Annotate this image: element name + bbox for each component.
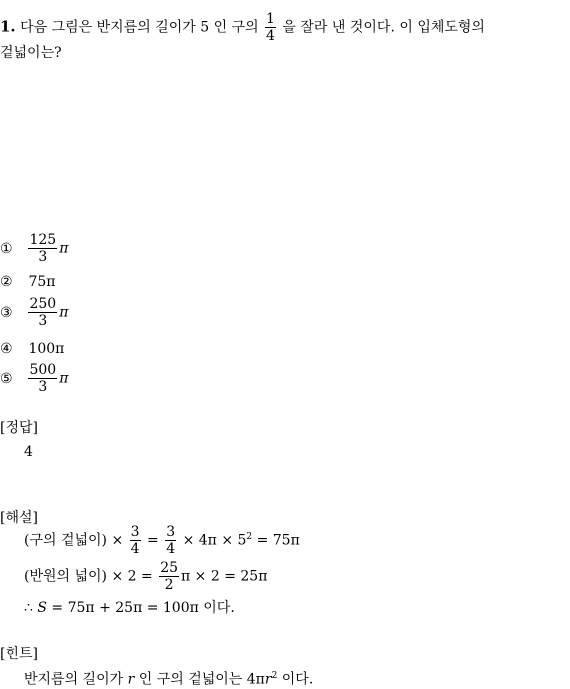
times-sign: × bbox=[111, 532, 124, 549]
choice-frac-num: 500 bbox=[29, 362, 57, 378]
solution-header: [해설] bbox=[0, 510, 38, 526]
choice-mark: ③ bbox=[0, 304, 13, 321]
hint-header: [힌트] bbox=[0, 646, 38, 662]
choice-fraction bbox=[28, 362, 57, 395]
hint-mid: 인 구의 겉넓이는 4π bbox=[138, 671, 265, 688]
exponent: 2 bbox=[271, 671, 278, 681]
question-line-2: 겉넓이는? bbox=[0, 45, 62, 61]
question-text: 다음 그림은 반지름의 길이가 5 인 구의 bbox=[20, 19, 259, 36]
solution-fraction bbox=[159, 560, 179, 593]
question-text-after: 을 잘라 낸 것이다. 이 입체도형의 bbox=[282, 19, 485, 36]
choice-3[interactable] bbox=[0, 296, 68, 329]
choice-4[interactable] bbox=[0, 340, 64, 358]
choice-2[interactable] bbox=[0, 273, 55, 291]
expression: × 4π × 5 bbox=[182, 532, 247, 549]
exponent: 2 bbox=[246, 531, 253, 542]
choice-frac-den: 3 bbox=[38, 379, 48, 395]
hint-post: 이다. bbox=[281, 671, 314, 688]
choice-suffix: π bbox=[59, 370, 69, 387]
choice-5[interactable] bbox=[0, 362, 68, 395]
question-line-1 bbox=[0, 11, 485, 44]
hint-pre: 반지름의 길이가 bbox=[24, 671, 124, 688]
choice-frac-den: 3 bbox=[38, 249, 48, 265]
expression: × 2 = bbox=[111, 568, 153, 585]
choice-mark: ② bbox=[0, 274, 13, 290]
variable-s: S bbox=[37, 600, 47, 616]
answer-header: [정답] bbox=[0, 420, 38, 436]
choice-text: 75π bbox=[28, 274, 56, 290]
question-frac-num: 1 bbox=[266, 11, 275, 27]
question-number: 1. bbox=[0, 17, 16, 36]
expression-end: = 75π bbox=[256, 532, 300, 549]
therefore-sign: ∴ bbox=[24, 600, 33, 616]
expression-end: π × 2 = 25π bbox=[181, 568, 268, 585]
solution-fraction bbox=[130, 524, 141, 557]
solution-paren: (반원의 넓이) bbox=[24, 568, 107, 585]
solution-line-2 bbox=[24, 560, 267, 593]
choice-fraction bbox=[28, 232, 57, 265]
choice-mark: ⑤ bbox=[0, 370, 13, 387]
conclusion-text: = 75π + 25π = 100π 이다. bbox=[51, 600, 235, 616]
choice-1[interactable] bbox=[0, 232, 68, 265]
frac-den: 4 bbox=[130, 541, 140, 557]
variable-r: r bbox=[264, 671, 272, 688]
solution-paren: (구의 겉넓이) bbox=[24, 532, 107, 549]
question-frac-den: 4 bbox=[266, 28, 275, 44]
frac-num: 3 bbox=[130, 524, 140, 540]
equals-sign: = bbox=[147, 532, 159, 549]
choice-frac-den: 3 bbox=[38, 313, 48, 329]
hint-text bbox=[24, 667, 313, 689]
solution-line-1 bbox=[24, 524, 300, 557]
solution-fraction bbox=[165, 524, 176, 557]
solution-line-3 bbox=[24, 599, 235, 617]
question-fraction bbox=[265, 11, 276, 44]
answer-value: 4 bbox=[24, 444, 33, 460]
choice-fraction bbox=[28, 296, 57, 329]
frac-den: 4 bbox=[166, 541, 176, 557]
variable-r: r bbox=[127, 671, 135, 688]
frac-num: 3 bbox=[166, 524, 176, 540]
choice-frac-num: 125 bbox=[29, 232, 57, 248]
frac-den: 2 bbox=[164, 577, 174, 593]
choice-mark: ④ bbox=[0, 341, 13, 357]
choice-text: 100π bbox=[28, 341, 65, 357]
choice-suffix: π bbox=[59, 240, 69, 257]
choice-mark: ① bbox=[0, 240, 13, 257]
choice-frac-num: 250 bbox=[29, 296, 57, 312]
frac-num: 25 bbox=[160, 560, 179, 576]
choice-suffix: π bbox=[59, 304, 69, 321]
